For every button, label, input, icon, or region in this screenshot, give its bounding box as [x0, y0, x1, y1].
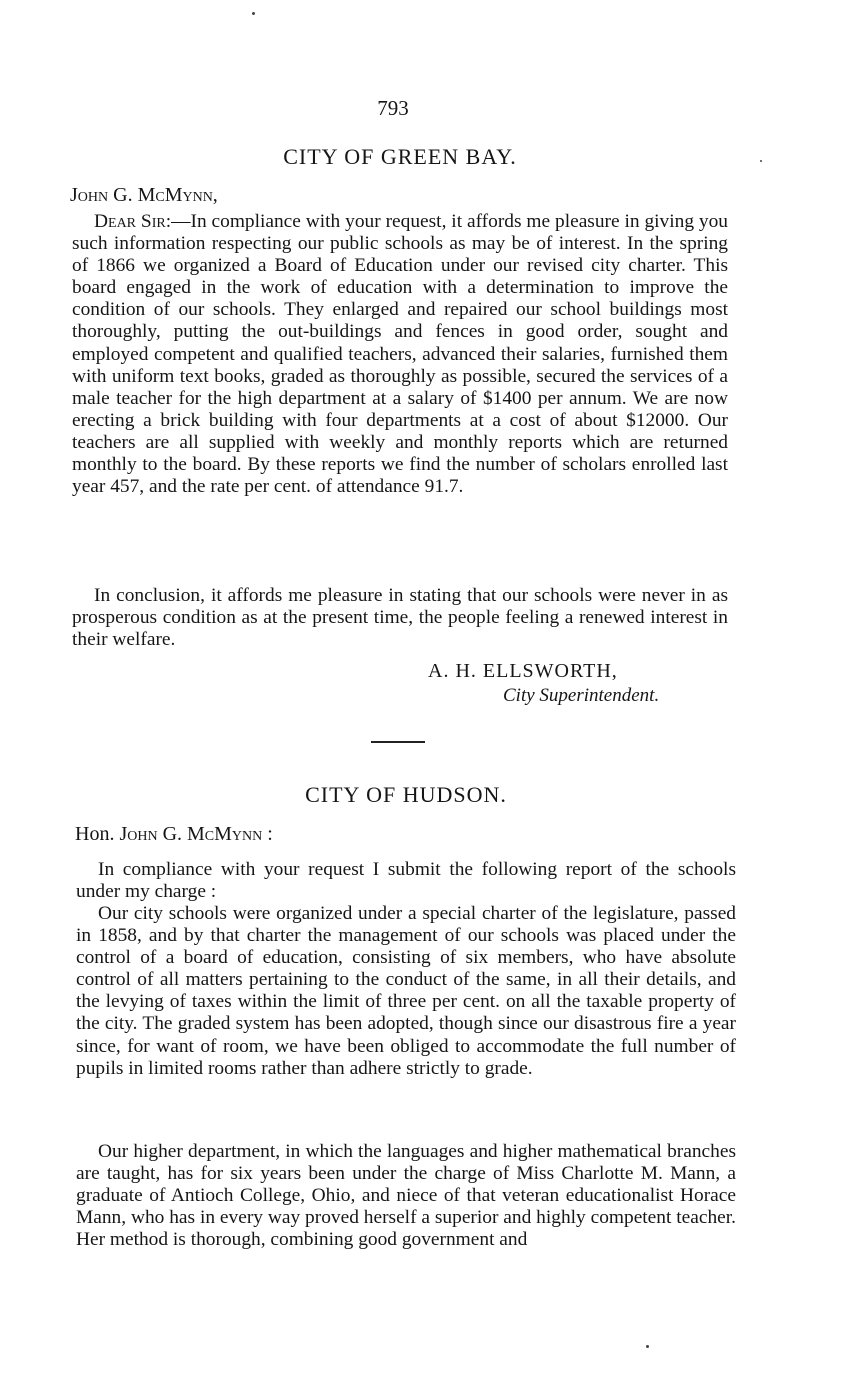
section-title-hudson: CITY OF HUDSON.	[305, 782, 507, 807]
paragraph-text: :—In compliance with your request, it affords me pleasure in giving you such information respecting our public schools as may be of interest. In the spring of 1866 we organized a Board of Education under our revised city charter. This board engaged in the work of education with a determination to improve the condition of our schools. They enlarged and repaired our school buildings most thoroughly, putting the out-buildings and fences in good order, sought and employed competent and qualified teachers, advanced their salaries, furnished them with uniform text books, graded as thoroughly as possible, secured the services of a male teacher for the high department at a salary of $1400 per annum. We are now erecting a brick building with four departments at a cost of about $12000. Our teachers are all supplied with weekly and monthly reports which are returned monthly to the board. By these reports we find the number of scholars enrolled last year 457, and the rate per cent. of attendance 91.7.	[72, 211, 728, 498]
section-title-green-bay: CITY OF GREEN BAY.	[283, 144, 517, 169]
salutation-name: ohn G. McMynn,	[77, 184, 218, 206]
salutation-name: ohn G. McMynn :	[127, 823, 273, 845]
paragraph-green-bay-2: In conclusion, it affords me pleasure in stating that our schools were never in as prosperous condition as at the present time, the people feeling a renewed interest in their welfare.	[72, 585, 728, 651]
paragraph-green-bay-1	[72, 211, 728, 498]
signature-name: A. H. ELLSWORTH,	[428, 660, 618, 682]
signature-title: City Superintendent.	[503, 685, 660, 706]
paragraph-hudson-2: Our city schools were organized under a special charter of the legislature, passed in 1858, and by that charter the management of our schools was placed under the control of a board of education, consisting of six members, who have absolute control of all matters pertaining to the conduct of the same, in all their details, and the levying of taxes within the limit of three per cent. on all the taxable property of the city. The graded system has been adopted, though since our disastrous fire a year since, for want of room, we have been obliged to accommodate the full number of pupils in limited rooms rather than adhere strictly to grade.	[76, 903, 736, 1079]
salutation-initial: J	[70, 184, 78, 206]
page-number: 793	[377, 96, 409, 120]
salutation-green-bay	[70, 184, 218, 207]
salutation-prefix: Hon. J	[75, 823, 128, 845]
opening-initial: D	[94, 211, 109, 232]
opening-words: ear Sir	[108, 211, 166, 232]
print-speck	[646, 1345, 649, 1348]
paragraph-hudson-3: Our higher department, in which the languages and higher mathematical branches are taught, has for six years been under the charge of Miss Charlotte M. Mann, a graduate of Antioch College, Ohio, and niece of that veteran educationalist Horace Mann, who has in every way proved herself a superior and highly competent teacher. Her method is thorough, combining good government and	[76, 1141, 736, 1251]
print-speck	[252, 12, 255, 15]
salutation-hudson	[75, 823, 273, 846]
section-divider	[371, 741, 425, 743]
paragraph-hudson-1: In compliance with your request I submit the following report of the schools under my charge :	[76, 859, 736, 903]
